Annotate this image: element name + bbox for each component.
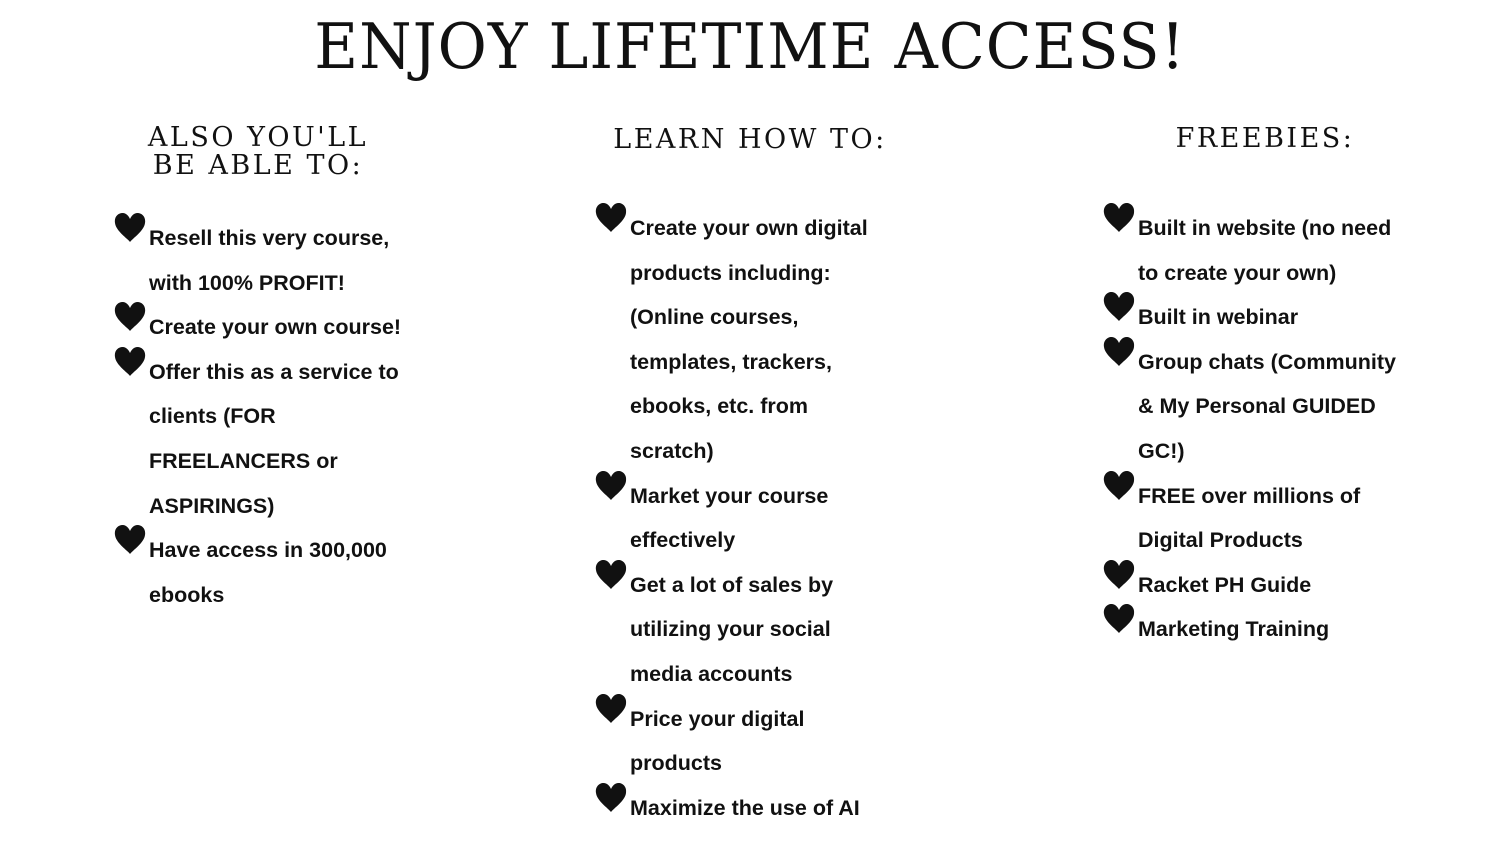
list-item-text: Create your own digital products including: (Online courses, templates, trackers, ebooks, etc. from scratch) — [630, 216, 868, 463]
heart-icon — [113, 346, 149, 382]
list-item — [113, 528, 453, 617]
column-heading-also: ALSO YOU'LL BE ABLE TO: — [147, 122, 369, 181]
freebies-list — [1102, 206, 1447, 652]
list-item — [1102, 340, 1447, 474]
list-item-text: Resell this very course, with 100% PROFIT! — [149, 226, 390, 295]
list-item-text: Offer this as a service to clients (FOR FREELANCERS or ASPIRINGS) — [149, 359, 399, 518]
learn-list — [594, 206, 934, 830]
list-item-text: Maximize the use of AI — [630, 795, 860, 820]
list-item — [594, 697, 934, 786]
heart-icon — [594, 202, 630, 238]
list-item-text: Have access in 300,000 ebooks — [149, 538, 387, 607]
list-item — [1102, 206, 1447, 295]
list-item — [113, 216, 453, 305]
list-item — [1102, 295, 1447, 340]
heart-icon — [1102, 202, 1138, 238]
list-item-text: Get a lot of sales by utilizing your social media accounts — [630, 572, 834, 686]
heart-icon — [594, 470, 630, 506]
list-item — [113, 350, 453, 528]
list-item-text: Market your course effectively — [630, 483, 829, 553]
list-item-text: Create your own course! — [149, 315, 402, 340]
list-item — [1102, 607, 1447, 652]
column-heading-freebies: FREEBIES: — [1175, 123, 1355, 154]
list-item — [594, 563, 934, 697]
list-item-text: Built in webinar — [1138, 305, 1299, 330]
heart-icon — [594, 782, 630, 818]
list-item-text: Group chats (Community & My Personal GUIDED GC!) — [1138, 349, 1397, 463]
heart-icon — [1102, 470, 1138, 506]
heart-icon — [1102, 559, 1138, 595]
column-heading-learn: LEARN HOW TO: — [613, 124, 887, 155]
heart-icon — [113, 212, 149, 248]
heart-icon — [113, 301, 149, 337]
list-item-text: Marketing Training — [1138, 617, 1330, 642]
list-item-text: Built in website (no need to create your own) — [1138, 216, 1392, 285]
list-item — [594, 206, 934, 474]
list-item — [113, 305, 453, 350]
heart-icon — [113, 524, 149, 560]
heart-icon — [1102, 336, 1138, 372]
heart-icon — [1102, 603, 1138, 639]
page-title: ENJOY LIFETIME ACCESS! — [314, 10, 1186, 84]
list-item — [1102, 563, 1447, 608]
list-item — [594, 786, 934, 831]
heart-icon — [594, 559, 630, 595]
also-list — [113, 216, 453, 617]
heart-icon — [594, 693, 630, 729]
list-item-text: Price your digital products — [630, 706, 805, 776]
heart-icon — [1102, 291, 1138, 327]
list-item — [1102, 474, 1447, 563]
list-item — [594, 474, 934, 563]
list-item-text: Racket PH Guide — [1138, 572, 1312, 597]
list-item-text: FREE over millions of Digital Products — [1138, 483, 1361, 553]
